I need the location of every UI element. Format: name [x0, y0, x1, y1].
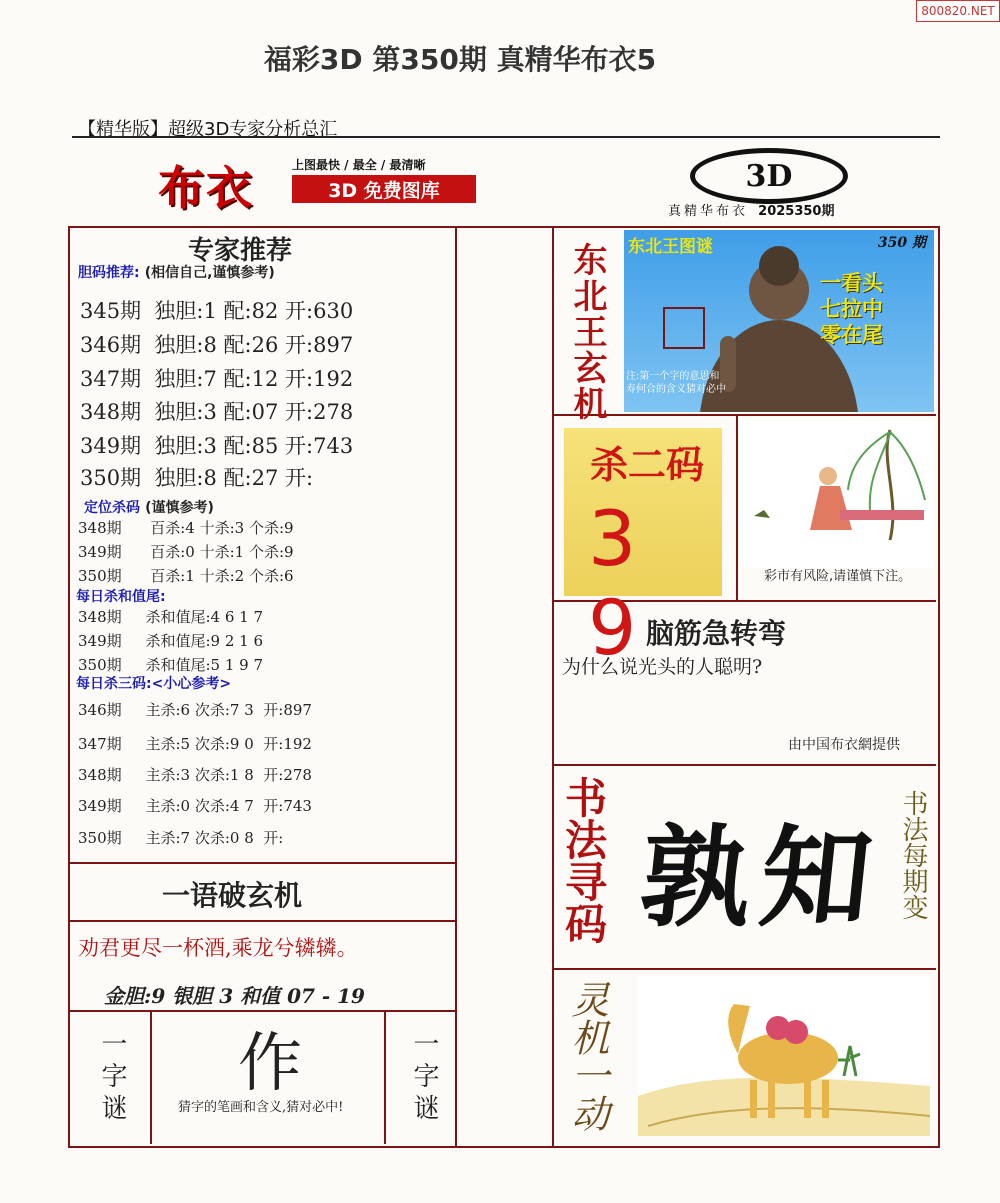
sum-label: 每日杀和值尾: — [76, 589, 166, 605]
kill3-row: 350期 主杀:7 次杀:0 8 开: — [78, 829, 284, 847]
divider-v-mid — [552, 226, 554, 1146]
sum-row: 350期 杀和值尾:5 1 9 7 — [78, 656, 264, 674]
pos-note: (谨慎参考) — [145, 500, 214, 516]
brain-question: 为什么说光头的人聪明? — [562, 656, 763, 678]
slogan-line: 一看头 — [820, 271, 883, 295]
brain-credit: 由中国布衣網提供 — [788, 737, 900, 753]
seal-caption-prefix: 真精华布衣 — [668, 204, 749, 219]
site-watermark: 800820.NET — [916, 0, 1000, 22]
seal-caption-issue: 2025350期 — [758, 204, 835, 219]
kill3-row: 346期 主杀:6 次杀:7 3 开:897 — [78, 701, 312, 719]
dan-row: 350期 独胆:8 配:27 开: — [80, 466, 314, 490]
camel-drawing — [638, 976, 930, 1136]
divider-h-left-2 — [68, 920, 456, 922]
slogan-line: 零在尾 — [820, 323, 883, 347]
dan-header — [78, 262, 275, 282]
calligraphy-label: 书法寻码 — [559, 776, 608, 944]
buddha-issue: 350 期 — [877, 235, 926, 251]
page-title: 福彩3D 第350期 真精华布衣5 — [263, 43, 657, 76]
divider-v-right-1 — [736, 414, 738, 600]
gold-line: 金胆:9 银胆 3 和值 07 - 19 — [104, 984, 365, 1008]
scholar-sketch — [740, 420, 934, 568]
logo-tagline: 上图最快 / 最全 / 最清晰 — [292, 158, 426, 172]
divider-h-right-3 — [552, 764, 936, 766]
calligraphy-side: 书法每期变 — [898, 790, 928, 920]
brain-title: 脑筋急转弯 — [646, 617, 787, 650]
dongbei-label: 东北王玄机 — [567, 242, 607, 422]
one-char-side-left: 一字谜 — [97, 1030, 127, 1126]
buddha-note: 注:第一个字的意思和寿何合的含义猜对必中 — [626, 371, 726, 395]
subtitle-divider — [72, 136, 940, 138]
buddha-image — [624, 230, 934, 412]
dan-row: 346期 独胆:8 配:26 开:897 — [80, 333, 354, 357]
buddha-title: 东北王图谜 — [628, 237, 713, 257]
kill3-row: 348期 主杀:3 次杀:1 8 开:278 — [78, 766, 312, 784]
camel-label: 灵机一动 — [565, 980, 609, 1132]
riddle-title: 一语破玄机 — [162, 879, 303, 912]
divider-v-char-1 — [150, 1010, 152, 1144]
pos-label: 定位杀码 — [84, 500, 140, 516]
kill3-row: 349期 主杀:0 次杀:4 7 开:743 — [78, 797, 312, 815]
dan-row: 347期 独胆:7 配:12 开:192 — [80, 367, 354, 391]
one-char-side-right: 一字谜 — [409, 1030, 439, 1126]
page-subtitle: 【精华版】超级3D专家分析总汇 — [78, 119, 338, 140]
expert-title: 专家推荐 — [188, 236, 293, 266]
kill2-digits: 3 9 — [588, 494, 645, 672]
scholar-under-willow-icon — [740, 420, 934, 568]
kill3-row: 347期 主杀:5 次杀:9 0 开:192 — [78, 735, 312, 753]
logo-box: 3D 免费图库 — [292, 175, 476, 203]
divider-h-left-1 — [68, 862, 456, 864]
dan-row: 345期 独胆:1 配:82 开:630 — [80, 299, 354, 323]
pos-header — [84, 497, 214, 517]
seal-logo: 3D — [690, 148, 848, 204]
kill2-title: 杀二码 — [590, 442, 705, 487]
dan-note: (相信自己,谨慎参考) — [144, 265, 275, 281]
dan-row: 349期 独胆:3 配:85 开:743 — [80, 434, 354, 458]
pos-row: 349期 百杀:0 十杀:1 个杀:9 — [78, 543, 294, 561]
divider-h-right-1 — [552, 414, 936, 416]
calligraphy-chars: 孰知 — [634, 813, 888, 942]
riddle-poem: 劝君更尽一杯酒,乘龙兮辚辚。 — [78, 936, 358, 960]
camel-icon — [638, 976, 930, 1136]
dan-label: 胆码推荐: — [78, 265, 140, 281]
logo-text: 布衣 — [158, 161, 254, 215]
pos-row: 350期 百杀:1 十杀:2 个杀:6 — [78, 567, 294, 585]
dan-row: 348期 独胆:3 配:07 开:278 — [80, 400, 354, 424]
kill3-label: 每日杀三码:<小心参考> — [76, 676, 232, 692]
divider-v-char-2 — [384, 1010, 386, 1144]
warning-text: 彩市有风险,请谨慎下注。 — [764, 569, 912, 584]
one-char-note: 猜字的笔画和含义,猜对必中! — [178, 1100, 344, 1115]
seal-caption — [668, 200, 834, 219]
one-char-main: 作 — [238, 1027, 302, 1101]
sum-row: 348期 杀和值尾:4 6 1 7 — [78, 608, 264, 626]
pos-row: 348期 百杀:4 十杀:3 个杀:9 — [78, 519, 294, 537]
buddha-slogan — [820, 270, 883, 348]
divider-h-right-4 — [552, 968, 936, 970]
sum-row: 349期 杀和值尾:9 2 1 6 — [78, 632, 264, 650]
divider-v-left — [455, 226, 457, 1146]
slogan-line: 七拉中 — [820, 297, 883, 321]
